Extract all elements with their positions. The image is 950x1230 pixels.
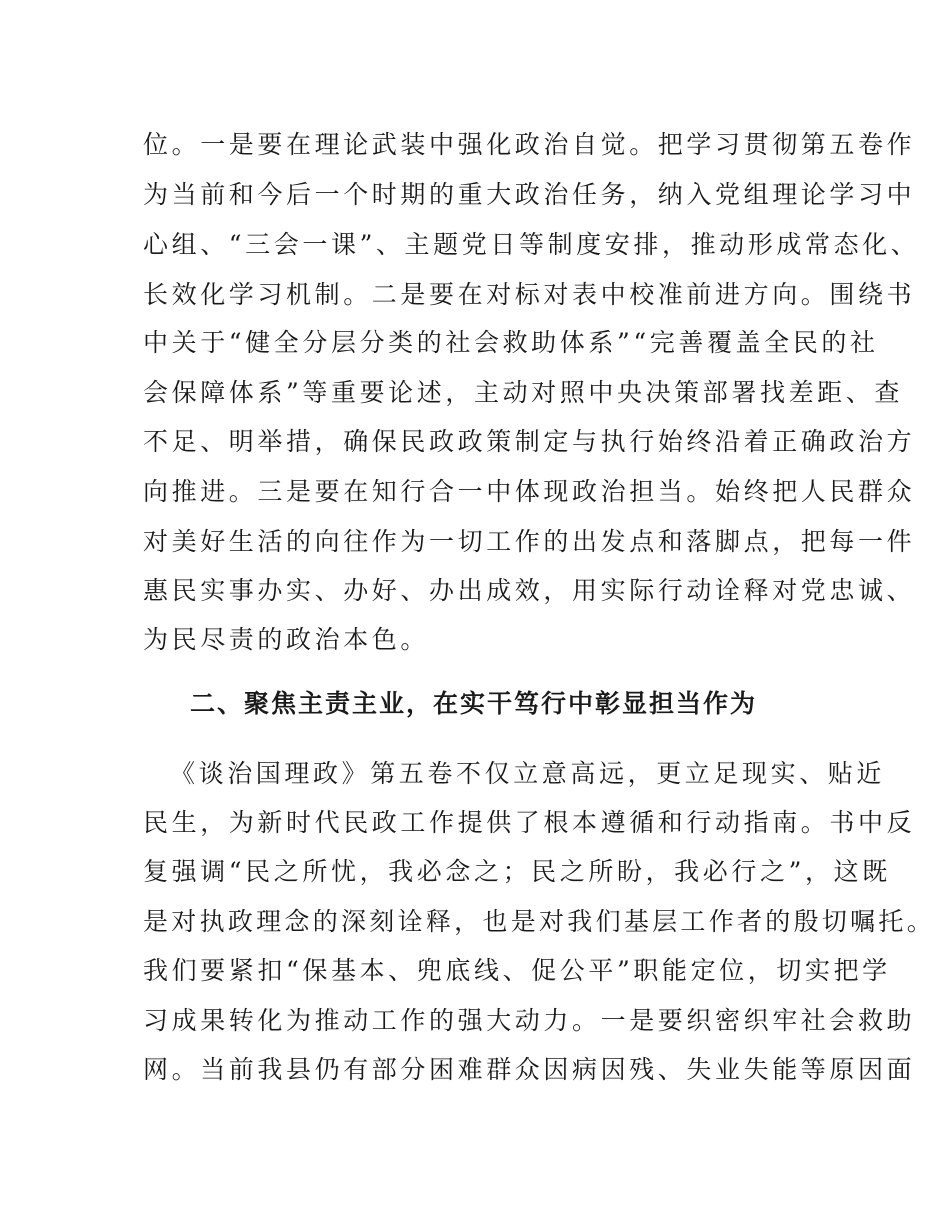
paragraph-1-line-11: 为民尽责的政治本色。 bbox=[143, 625, 430, 654]
paragraph-2-line-5: 我们要紧扣“保基本、兜底线、促公平”职能定位，切实把学 bbox=[143, 956, 891, 985]
paragraph-1-line-2: 为当前和今后一个时期的重大政治任务，纳入党组理论学习中 bbox=[143, 180, 916, 209]
paragraph-1-line-10: 惠民实事办实、办好、办出成效，用实际行动诠释对党忠诚、 bbox=[143, 576, 916, 605]
paragraph-2-line-4: 是对执政理念的深刻诠释，也是对我们基层工作者的殷切嘱托。 bbox=[143, 907, 935, 936]
paragraph-2-line-2: 民生，为新时代民政工作提供了根本遵循和行动指南。书中反 bbox=[143, 808, 916, 837]
section-heading-2: 二、聚焦主责主业，在实干笃行中彰显担当作为 bbox=[190, 689, 758, 718]
paragraph-1-line-9: 对美好生活的向往作为一切工作的出发点和落脚点，把每一件 bbox=[143, 527, 916, 556]
paragraph-1-line-4: 长效化学习机制。二是要在对标对表中校准前进方向。围绕书 bbox=[143, 280, 916, 309]
paragraph-1-line-3: 心组、“三会一课”、主题党日等制度安排，推动形成常态化、 bbox=[143, 230, 920, 259]
paragraph-1-line-1: 位。一是要在理论武装中强化政治自觉。把学习贯彻第五卷作 bbox=[143, 130, 916, 159]
paragraph-1-line-7: 不足、明举措，确保民政政策制定与执行始终沿着正确政治方 bbox=[143, 427, 916, 456]
paragraph-2-line-3: 复强调“民之所忧，我必念之；民之所盼，我必行之”，这既 bbox=[143, 857, 891, 886]
paragraph-2-line-6: 习成果转化为推动工作的强大动力。一是要织密织牢社会救助 bbox=[143, 1006, 916, 1035]
paragraph-1-line-8: 向推进。三是要在知行合一中体现政治担当。始终把人民群众 bbox=[143, 477, 916, 506]
paragraph-2-line-7: 网。当前我县仍有部分困难群众因病因残、失业失能等原因面 bbox=[143, 1055, 916, 1084]
paragraph-1-line-6: 会保障体系”等重要论述，主动对照中央决策部署找差距、查 bbox=[143, 378, 903, 407]
paragraph-1-line-5: 中关于“健全分层分类的社会救助体系”“完善覆盖全民的社 bbox=[143, 328, 879, 357]
paragraph-2-line-1: 《谈治国理政》第五卷不仅立意高远，更立足现实、贴近 bbox=[170, 759, 886, 788]
